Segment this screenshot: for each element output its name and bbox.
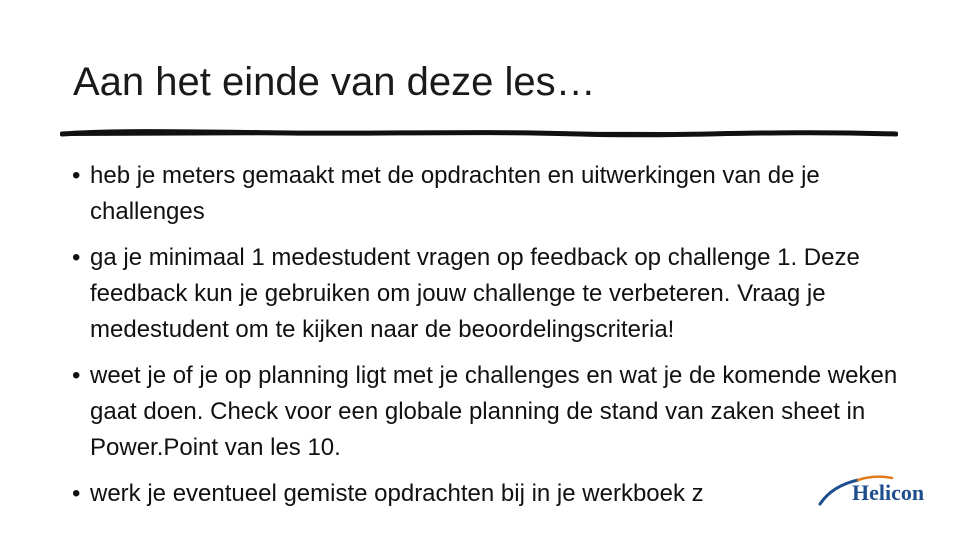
bullet-item <box>72 240 902 348</box>
slide-title: Aan het einde van deze les… <box>73 60 596 104</box>
bullet-text: werk je eventueel gemiste opdrachten bij in je werkboek z <box>90 480 704 507</box>
logo-text: Helicon <box>852 480 925 505</box>
bullet-marker: • <box>72 362 81 389</box>
bullet-text: heb je meters gemaakt met de opdrachten en uitwerkingen van de je challenges <box>90 162 820 225</box>
helicon-logo <box>818 470 938 514</box>
title-underline <box>60 122 898 144</box>
bullet-item <box>72 158 902 230</box>
bullet-text: ga je minimaal 1 medestudent vragen op feedback op challenge 1. Deze feedback kun je gebruiken om jouw challenge te verbeteren. Vraag je medestudent om te kijken naar de beoordelingscriteria! <box>90 244 860 343</box>
bullet-marker: • <box>72 244 81 271</box>
bullet-marker: • <box>72 162 81 189</box>
bullet-text: weet je of je op planning ligt met je challenges en wat je de komende weken gaat doen. Check voor een globale planning de stand van zaken sheet in Power.Point van les 10. <box>90 362 898 461</box>
bullet-item <box>72 476 902 512</box>
bullet-item <box>72 358 902 466</box>
bullet-marker: • <box>72 480 81 507</box>
bullet-list <box>72 158 902 522</box>
